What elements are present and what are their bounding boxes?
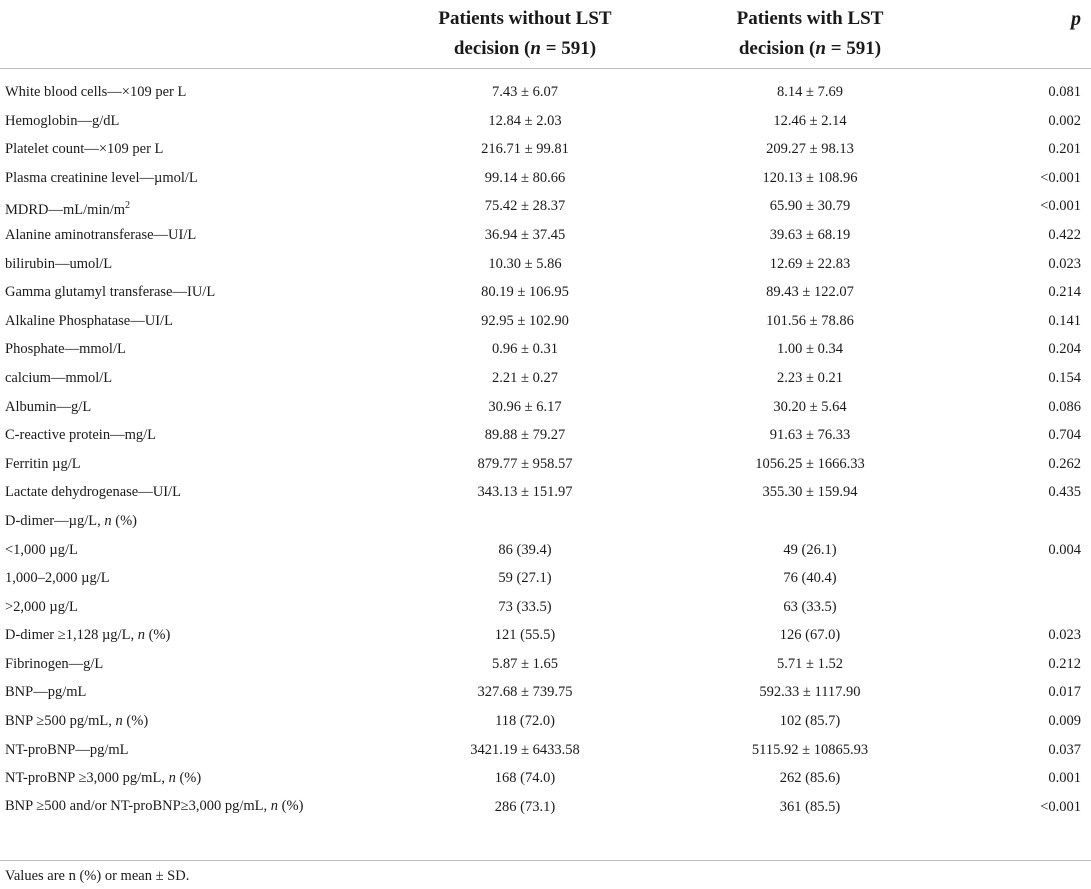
p-value: 0.201 (1048, 141, 1081, 158)
value-without-lst: 5.87 ± 1.65 (492, 655, 558, 672)
value-with-lst: 8.14 ± 7.69 (777, 84, 843, 100)
value-with-lst: 101.56 ± 78.86 (766, 312, 854, 329)
row-label: Alanine aminotransferase—UI/L (5, 226, 197, 243)
value-without-lst: 168 (74.0) (494, 770, 556, 787)
p-value: 0.002 (1048, 112, 1081, 129)
p-value: 0.214 (1048, 284, 1081, 301)
value-without-lst: 121 (55.5) (494, 627, 556, 644)
row-label: Lactate dehydrogenase—UI/L (5, 484, 181, 501)
value-with-lst: 209.27 ± 98.13 (766, 141, 854, 158)
row-label: NT-proBNP ≥3,000 pg/mL, n (%) (5, 770, 202, 787)
value-without-lst: 12.84 ± 2.03 (488, 112, 562, 129)
row-label: Gamma glutamyl transferase—IU/L (5, 284, 216, 301)
header-with-line1: Patients with LST (736, 8, 884, 29)
value-with-lst: 361 (85.5) (779, 798, 841, 815)
table-row (0, 450, 1091, 479)
p-value: 0.037 (1048, 741, 1081, 758)
header-p-value: p (1071, 8, 1081, 30)
table-row (0, 135, 1091, 164)
row-label: 1,000–2,000 µg/L (5, 570, 110, 587)
value-without-lst: 2.21 ± 0.27 (492, 369, 558, 386)
table-row (0, 364, 1091, 393)
p-value: 0.001 (1048, 770, 1081, 787)
value-without-lst: 80.19 ± 106.95 (481, 284, 569, 301)
value-with-lst: 1.00 ± 0.34 (777, 341, 843, 358)
p-value: 0.422 (1048, 226, 1081, 243)
table-row (0, 250, 1091, 279)
table-footnote: Values are n (%) or mean ± SD. (5, 868, 190, 884)
table-row (0, 164, 1091, 193)
value-with-lst: 126 (67.0) (779, 627, 841, 644)
value-without-lst: 7.43 ± 6.07 (492, 84, 558, 100)
row-label: D-dimer—µg/L, n (%) (5, 512, 137, 529)
header-without-line2: decision (n = 591) (453, 38, 597, 59)
row-label: bilirubin—umol/L (5, 255, 113, 272)
p-value: 0.435 (1048, 484, 1081, 501)
p-value: 0.154 (1048, 369, 1081, 386)
table-row (0, 78, 1091, 107)
row-label: Ferritin µg/L (5, 455, 81, 472)
value-without-lst: 327.68 ± 739.75 (477, 684, 573, 701)
value-with-lst: 63 (33.5) (783, 598, 837, 615)
value-without-lst: 75.42 ± 28.37 (484, 198, 566, 215)
row-label: Hemoglobin—g/dL (5, 112, 120, 129)
row-label: Albumin—g/L (5, 398, 92, 415)
value-with-lst: 39.63 ± 68.19 (769, 226, 851, 243)
value-without-lst: 0.96 ± 0.31 (492, 341, 558, 358)
table-row (0, 678, 1091, 707)
value-with-lst: 49 (26.1) (783, 541, 837, 558)
row-label: Plasma creatinine level—µmol/L (5, 169, 198, 186)
row-label: BNP—pg/mL (5, 684, 87, 701)
table-header (0, 0, 1091, 68)
value-with-lst: 1056.25 ± 1666.33 (755, 455, 865, 472)
table-row (0, 793, 1091, 847)
value-with-lst: 91.63 ± 76.33 (769, 427, 851, 444)
row-label: NT-proBNP—pg/mL (5, 741, 129, 758)
row-label: Fibrinogen—g/L (5, 655, 104, 672)
header-without-line1: Patients without LST (438, 8, 612, 29)
table-row (0, 650, 1091, 679)
row-label: D-dimer ≥1,128 µg/L, n (%) (5, 627, 171, 644)
p-value: 0.704 (1048, 427, 1081, 444)
p-value: <0.001 (1040, 169, 1081, 186)
value-without-lst: 59 (27.1) (498, 570, 552, 587)
value-without-lst: 86 (39.4) (498, 541, 552, 558)
value-without-lst: 216.71 ± 99.81 (481, 141, 569, 158)
row-label: BNP ≥500 pg/mL, n (%) (5, 713, 149, 730)
p-value: 0.212 (1048, 655, 1081, 672)
row-label: calcium—mmol/L (5, 369, 113, 386)
table-row (0, 221, 1091, 250)
table-body (0, 78, 1091, 847)
table-row (0, 307, 1091, 336)
footer-rule (0, 860, 1091, 861)
value-without-lst: 92.95 ± 102.90 (481, 312, 569, 329)
table-row (0, 764, 1091, 793)
row-label: Phosphate—mmol/L (5, 341, 126, 358)
table-row (0, 707, 1091, 736)
value-without-lst: 73 (33.5) (498, 598, 552, 615)
table-row (0, 107, 1091, 136)
value-without-lst: 3421.19 ± 6433.58 (470, 741, 580, 758)
value-without-lst: 343.13 ± 151.97 (477, 484, 573, 501)
value-with-lst: 12.46 ± 2.14 (773, 112, 847, 129)
value-with-lst: 2.23 ± 0.21 (777, 369, 843, 386)
table-row (0, 192, 1091, 221)
header-rule (0, 68, 1091, 69)
value-with-lst: 30.20 ± 5.64 (773, 398, 847, 415)
table-row (0, 736, 1091, 765)
p-value: <0.001 (1040, 798, 1081, 815)
value-without-lst: 286 (73.1) (494, 798, 556, 815)
header-with-lst (645, 4, 975, 64)
table-row (0, 335, 1091, 364)
p-value: 0.009 (1048, 713, 1081, 730)
table-row (0, 621, 1091, 650)
row-label: >2,000 µg/L (5, 598, 78, 615)
value-without-lst: 36.94 ± 37.45 (484, 226, 566, 243)
value-with-lst: 5115.92 ± 10865.93 (751, 741, 869, 758)
p-value: 0.004 (1048, 541, 1081, 558)
value-without-lst: 99.14 ± 80.66 (484, 169, 566, 186)
p-value: 0.023 (1048, 255, 1081, 272)
p-value: 0.017 (1048, 684, 1081, 701)
value-with-lst: 76 (40.4) (783, 570, 837, 587)
row-label: White blood cells—×109 per L (5, 84, 187, 100)
value-without-lst: 118 (72.0) (495, 713, 555, 730)
row-label: C-reactive protein—mg/L (5, 427, 156, 444)
row-label: BNP ≥500 and/or NT-proBNP≥3,000 pg/mL, n (%) (5, 797, 304, 814)
value-with-lst: 65.90 ± 30.79 (769, 198, 851, 215)
row-label: Platelet count—×109 per L (5, 141, 164, 158)
header-with-line2: decision (n = 591) (738, 38, 882, 59)
row-label: $MDRD—mL/\min/m^2$ (5, 200, 131, 219)
table-row (0, 393, 1091, 422)
value-with-lst: 102 (85.7) (779, 713, 841, 730)
table-row (0, 278, 1091, 307)
p-value: 0.262 (1048, 455, 1081, 472)
table-row (0, 564, 1091, 593)
value-without-lst: 10.30 ± 5.86 (488, 255, 562, 272)
table-row (0, 421, 1091, 450)
value-without-lst: 30.96 ± 6.17 (488, 398, 562, 415)
p-value: 0.141 (1048, 312, 1081, 329)
table-row (0, 593, 1091, 622)
value-without-lst: 879.77 ± 958.57 (477, 455, 573, 472)
table-row (0, 478, 1091, 507)
p-value: 0.081 (1048, 84, 1081, 100)
value-with-lst: 12.69 ± 22.83 (769, 255, 851, 272)
row-label: Alkaline Phosphatase—UI/L (5, 312, 173, 329)
row-label: <1,000 µg/L (5, 541, 78, 558)
p-value: 0.086 (1048, 398, 1081, 415)
value-with-lst: 592.33 ± 1117.90 (759, 684, 861, 701)
p-value: 0.204 (1048, 341, 1081, 358)
value-with-lst: 262 (85.6) (779, 770, 841, 787)
table-row (0, 507, 1091, 536)
value-with-lst: 5.71 ± 1.52 (777, 655, 843, 672)
value-without-lst: 89.88 ± 79.27 (484, 427, 566, 444)
value-with-lst: 120.13 ± 108.96 (762, 169, 858, 186)
table-row (0, 536, 1091, 565)
p-value: <0.001 (1040, 198, 1081, 215)
header-without-lst (360, 4, 690, 64)
p-value: 0.023 (1048, 627, 1081, 644)
value-with-lst: 89.43 ± 122.07 (766, 284, 854, 301)
value-with-lst: 355.30 ± 159.94 (762, 484, 858, 501)
